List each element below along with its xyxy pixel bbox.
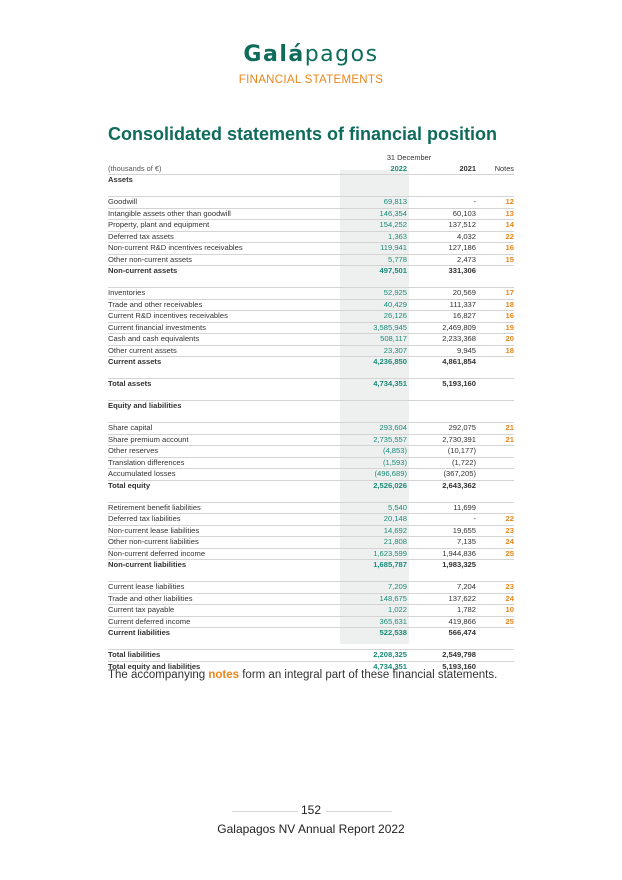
row-label: Non-current R&D incentives receivables — [108, 243, 340, 255]
table-row — [108, 208, 514, 220]
note-ref — [478, 175, 514, 186]
table-row — [108, 502, 514, 514]
subtotal-row — [108, 628, 514, 639]
note-ref[interactable]: 25 — [478, 616, 514, 628]
value-2022: 4,734,351 — [340, 661, 409, 672]
value-2021 — [409, 491, 478, 502]
footnote — [108, 669, 497, 681]
row-label — [108, 368, 340, 379]
value-2022: 2,208,325 — [340, 650, 409, 662]
spacer-row — [108, 368, 514, 379]
row-label: Current R&D incentives receivables — [108, 311, 340, 323]
logo-light-part: pagos — [304, 42, 379, 67]
value-2021: 16,827 — [409, 311, 478, 323]
value-2022 — [340, 277, 409, 288]
value-2022: 293,604 — [340, 423, 409, 435]
note-ref[interactable]: 16 — [478, 243, 514, 255]
note-ref[interactable]: 19 — [478, 322, 514, 334]
value-2021 — [409, 277, 478, 288]
column-header-2022: 2022 — [390, 163, 407, 173]
spacer-row — [108, 571, 514, 582]
note-ref — [478, 266, 514, 277]
note-ref[interactable]: 21 — [478, 434, 514, 446]
value-2022: (1,593) — [340, 457, 409, 469]
note-ref[interactable]: 21 — [478, 423, 514, 435]
value-2022: 1,022 — [340, 605, 409, 617]
note-ref[interactable]: 22 — [478, 231, 514, 243]
row-label: Accumulated losses — [108, 469, 340, 481]
table-row — [108, 616, 514, 628]
table-row — [108, 231, 514, 243]
note-ref — [478, 560, 514, 571]
table-row — [108, 446, 514, 458]
value-2022: (4,853) — [340, 446, 409, 458]
value-2021 — [409, 390, 478, 401]
value-2022: (496,689) — [340, 469, 409, 481]
note-ref — [478, 628, 514, 639]
row-label: Other current assets — [108, 345, 340, 357]
note-ref — [478, 491, 514, 502]
row-label: Current financial investments — [108, 322, 340, 334]
note-ref[interactable]: 18 — [478, 345, 514, 357]
value-2022: 154,252 — [340, 220, 409, 232]
table-row — [108, 322, 514, 334]
value-2021: 1,782 — [409, 605, 478, 617]
row-label: Current deferred income — [108, 616, 340, 628]
value-2021 — [409, 186, 478, 197]
subtotal-row — [108, 650, 514, 662]
row-label: Inventories — [108, 288, 340, 300]
value-2021: 1,944,836 — [409, 548, 478, 560]
row-label: Non-current assets — [108, 266, 340, 277]
row-label: Deferred tax liabilities — [108, 514, 340, 526]
value-2021 — [409, 368, 478, 379]
company-logo — [0, 42, 622, 67]
table-row — [108, 197, 514, 209]
value-2021: 127,186 — [409, 243, 478, 255]
note-ref[interactable]: 10 — [478, 605, 514, 617]
spacer-row — [108, 639, 514, 650]
table-row — [108, 311, 514, 323]
value-2021: 19,655 — [409, 525, 478, 537]
value-2021 — [409, 412, 478, 423]
value-2022: 2,735,557 — [340, 434, 409, 446]
value-2022: 21,808 — [340, 537, 409, 549]
row-label: Trade and other receivables — [108, 299, 340, 311]
note-ref — [478, 469, 514, 481]
spacer-row — [108, 277, 514, 288]
value-2022: 23,307 — [340, 345, 409, 357]
table-row — [108, 605, 514, 617]
row-label: Intangible assets other than goodwill — [108, 208, 340, 220]
value-2021: 292,075 — [409, 423, 478, 435]
value-2022: 4,734,351 — [340, 379, 409, 390]
value-2021: 2,469,809 — [409, 322, 478, 334]
row-label: Deferred tax assets — [108, 231, 340, 243]
table-row — [108, 525, 514, 537]
row-label: Translation differences — [108, 457, 340, 469]
value-2021: 1,983,325 — [409, 560, 478, 571]
subtotal-row — [108, 480, 514, 491]
value-2021: 2,643,362 — [409, 480, 478, 491]
value-2021: 137,622 — [409, 593, 478, 605]
value-2021: 9,945 — [409, 345, 478, 357]
note-ref[interactable]: 22 — [478, 514, 514, 526]
value-2021: 7,135 — [409, 537, 478, 549]
row-label — [108, 277, 340, 288]
table-row — [108, 345, 514, 357]
row-label: Other non-current assets — [108, 254, 340, 266]
value-2021 — [409, 571, 478, 582]
note-ref — [478, 457, 514, 469]
value-2021: 20,569 — [409, 288, 478, 300]
value-2021: 5,193,160 — [409, 379, 478, 390]
value-2022: 7,209 — [340, 582, 409, 594]
note-ref — [478, 368, 514, 379]
row-label — [108, 390, 340, 401]
row-label: Retirement benefit liabilities — [108, 502, 340, 514]
note-ref — [478, 502, 514, 514]
table-row — [108, 548, 514, 560]
note-ref — [478, 412, 514, 423]
row-label: Total liabilities — [108, 650, 340, 662]
spacer-row — [108, 412, 514, 423]
row-label: Other reserves — [108, 446, 340, 458]
footnote-text-before: The accompanying — [108, 669, 209, 681]
subtotal-row — [108, 379, 514, 390]
row-label: Non-current deferred income — [108, 548, 340, 560]
value-2021: 7,204 — [409, 582, 478, 594]
row-label: Cash and cash equivalents — [108, 334, 340, 346]
page-number: 152 — [300, 803, 322, 817]
value-2021: 111,337 — [409, 299, 478, 311]
value-2021: - — [409, 197, 478, 209]
note-ref — [478, 480, 514, 491]
note-ref[interactable]: 24 — [478, 593, 514, 605]
note-ref[interactable]: 12 — [478, 197, 514, 209]
row-label: Current tax payable — [108, 605, 340, 617]
value-2022: 508,117 — [340, 334, 409, 346]
row-label — [108, 639, 340, 650]
row-label: Assets — [108, 175, 340, 186]
note-ref — [478, 357, 514, 368]
value-2021: 60,103 — [409, 208, 478, 220]
value-2021: 2,549,798 — [409, 650, 478, 662]
section-header-row — [108, 401, 514, 412]
value-2021: 2,730,391 — [409, 434, 478, 446]
value-2022: 4,236,850 — [340, 357, 409, 368]
value-2022: 1,363 — [340, 231, 409, 243]
value-2022: 14,692 — [340, 525, 409, 537]
note-ref[interactable]: 23 — [478, 582, 514, 594]
value-2022 — [340, 390, 409, 401]
note-ref[interactable]: 16 — [478, 311, 514, 323]
value-2021: 4,861,854 — [409, 357, 478, 368]
table-row — [108, 334, 514, 346]
value-2022: 119,941 — [340, 243, 409, 255]
value-2022 — [340, 571, 409, 582]
table-row — [108, 254, 514, 266]
value-2022: 365,631 — [340, 616, 409, 628]
note-ref[interactable]: 15 — [478, 254, 514, 266]
value-2022: 497,501 — [340, 266, 409, 277]
value-2021: 419,866 — [409, 616, 478, 628]
value-2021 — [409, 401, 478, 412]
section-header-row — [108, 175, 514, 186]
value-2022 — [340, 401, 409, 412]
report-name: Galapagos NV Annual Report 2022 — [217, 822, 405, 836]
row-label — [108, 571, 340, 582]
note-ref[interactable]: 24 — [478, 537, 514, 549]
table-row — [108, 457, 514, 469]
note-ref — [478, 446, 514, 458]
value-2021: 2,473 — [409, 254, 478, 266]
row-label: Trade and other liabilities — [108, 593, 340, 605]
value-2021 — [409, 639, 478, 650]
row-label: Total equity — [108, 480, 340, 491]
value-2021: 137,512 — [409, 220, 478, 232]
value-2022: 146,354 — [340, 208, 409, 220]
value-2022: 148,675 — [340, 593, 409, 605]
note-ref — [478, 401, 514, 412]
row-label — [108, 412, 340, 423]
row-label: Current liabilities — [108, 628, 340, 639]
table-row — [108, 243, 514, 255]
period-header: 31 December — [386, 153, 432, 162]
logo-bold-part: Galá — [243, 42, 305, 67]
row-label: Non-current liabilities — [108, 560, 340, 571]
row-label: Share capital — [108, 423, 340, 435]
table-row — [108, 220, 514, 232]
row-label: Non-current lease liabilities — [108, 525, 340, 537]
column-header-2021: 2021 — [459, 163, 476, 173]
note-ref — [478, 186, 514, 197]
value-2022: 26,126 — [340, 311, 409, 323]
row-label: Total assets — [108, 379, 340, 390]
note-ref[interactable]: 18 — [478, 299, 514, 311]
row-label: Share premium account — [108, 434, 340, 446]
row-label: Other non-current liabilities — [108, 537, 340, 549]
period-header-row — [108, 153, 514, 164]
table-row — [108, 288, 514, 300]
value-2022: 1,685,787 — [340, 560, 409, 571]
value-2022: 52,925 — [340, 288, 409, 300]
note-ref — [478, 277, 514, 288]
value-2022: 522,538 — [340, 628, 409, 639]
value-2021: (1,722) — [409, 457, 478, 469]
row-label — [108, 186, 340, 197]
value-2022: 20,148 — [340, 514, 409, 526]
value-2021: 331,306 — [409, 266, 478, 277]
column-header-row — [108, 164, 514, 175]
value-2022 — [340, 175, 409, 186]
table-row — [108, 514, 514, 526]
value-2022: 3,585,945 — [340, 322, 409, 334]
spacer-row — [108, 491, 514, 502]
subtotal-row — [108, 560, 514, 571]
row-label — [108, 491, 340, 502]
table-row — [108, 469, 514, 481]
note-ref — [478, 650, 514, 662]
value-2021: 566,474 — [409, 628, 478, 639]
value-2021: 4,032 — [409, 231, 478, 243]
note-ref[interactable]: 20 — [478, 334, 514, 346]
note-ref[interactable]: 13 — [478, 208, 514, 220]
value-2021: (10,177) — [409, 446, 478, 458]
value-2022: 5,778 — [340, 254, 409, 266]
note-ref[interactable]: 25 — [478, 548, 514, 560]
value-2021: 2,233,368 — [409, 334, 478, 346]
table-row — [108, 299, 514, 311]
value-2021: 5,193,160 — [409, 661, 478, 672]
financial-position-table — [108, 153, 514, 672]
note-ref — [478, 639, 514, 650]
value-2022 — [340, 412, 409, 423]
row-label: Goodwill — [108, 197, 340, 209]
value-2022: 40,429 — [340, 299, 409, 311]
footnote-text-after: form an integral part of these financial statements. — [239, 669, 498, 681]
value-2021 — [409, 175, 478, 186]
value-2022: 2,526,026 — [340, 480, 409, 491]
table-row — [108, 537, 514, 549]
row-label: Property, plant and equipment — [108, 220, 340, 232]
value-2021: - — [409, 514, 478, 526]
value-2022: 5,540 — [340, 502, 409, 514]
value-2021: (367,205) — [409, 469, 478, 481]
note-ref[interactable]: 23 — [478, 525, 514, 537]
section-subtitle: FINANCIAL STATEMENTS — [238, 74, 384, 86]
value-2022: 1,623,599 — [340, 548, 409, 560]
column-header-notes: Notes — [494, 163, 514, 173]
table-row — [108, 423, 514, 435]
table-row — [108, 582, 514, 594]
subtotal-row — [108, 266, 514, 277]
row-label: Total equity and liabilities — [108, 661, 340, 672]
table-row — [108, 434, 514, 446]
value-2021: 11,699 — [409, 502, 478, 514]
page-title: Consolidated statements of financial position — [108, 124, 498, 144]
unit-label: (thousands of €) — [108, 163, 162, 173]
table-row — [108, 593, 514, 605]
value-2022 — [340, 368, 409, 379]
subtotal-row — [108, 357, 514, 368]
value-2022 — [340, 491, 409, 502]
row-label: Current assets — [108, 357, 340, 368]
row-label: Current lease liabilities — [108, 582, 340, 594]
note-ref — [478, 571, 514, 582]
row-label: Equity and liabilities — [108, 401, 340, 412]
spacer-row — [108, 390, 514, 401]
note-ref — [478, 379, 514, 390]
value-2022: 69,813 — [340, 197, 409, 209]
footnote-notes-link[interactable]: notes — [208, 669, 240, 681]
value-2022 — [340, 186, 409, 197]
note-ref — [478, 390, 514, 401]
note-ref[interactable]: 17 — [478, 288, 514, 300]
value-2022 — [340, 639, 409, 650]
spacer-row — [108, 186, 514, 197]
note-ref[interactable]: 14 — [478, 220, 514, 232]
